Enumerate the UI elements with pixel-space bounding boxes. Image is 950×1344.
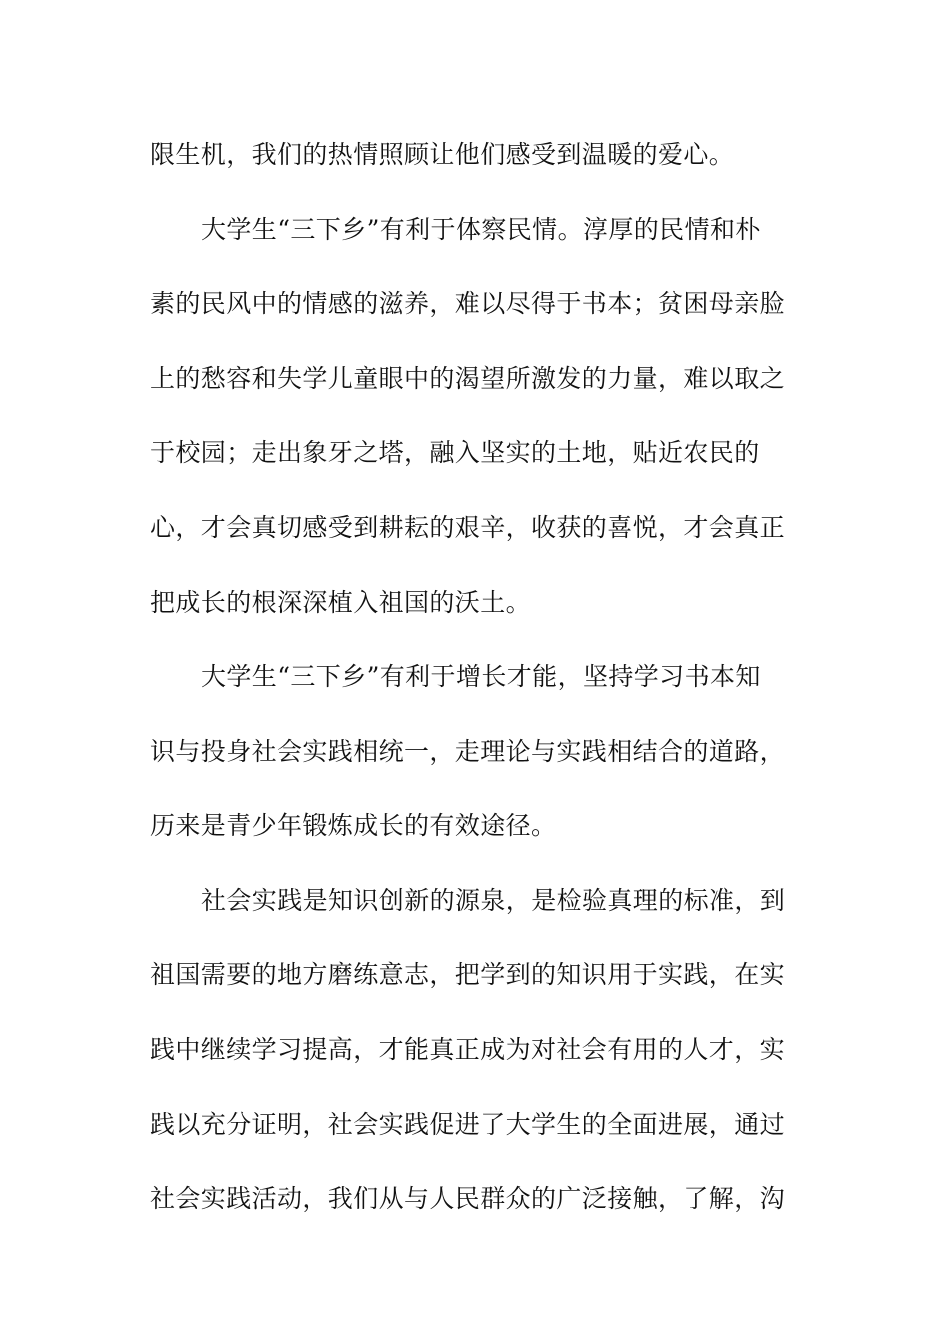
text-line: 践中继续学习提高，才能真正成为对社会有用的人才，实 [150, 1035, 786, 1064]
text-line: 于校园；走出象牙之塔，融入坚实的土地，贴近农民的 [150, 438, 760, 467]
paragraph-start-line: 大学生“三下乡”有利于体察民情。淳厚的民情和朴 [201, 215, 761, 244]
text-line: 限生机，我们的热情照顾让他们感受到温暖的爱心。 [150, 140, 735, 169]
text-line: 识与投身社会实践相统一，走理论与实践相结合的道路， [150, 737, 786, 766]
text-line: 祖国需要的地方磨练意志，把学到的知识用于实践，在实 [150, 960, 786, 989]
paragraph-start-line: 社会实践是知识创新的源泉，是检验真理的标准，到 [201, 886, 786, 915]
text-line: 践以充分证明，社会实践促进了大学生的全面进展，通过 [150, 1110, 786, 1139]
text-line: 上的愁容和失学儿童眼中的渴望所激发的力量，难以取之 [150, 364, 786, 393]
text-line: 素的民风中的情感的滋养，难以尽得于书本；贫困母亲脸 [150, 289, 786, 318]
text-line: 历来是青少年锻炼成长的有效途径。 [150, 811, 557, 840]
text-line: 心，才会真切感受到耕耘的艰辛，收获的喜悦，才会真正 [150, 513, 786, 542]
paragraph-start-line: 大学生“三下乡”有利于增长才能，坚持学习书本知 [201, 662, 761, 691]
text-line: 社会实践活动，我们从与人民群众的广泛接触，了解，沟 [150, 1184, 786, 1213]
text-line: 把成长的根深深植入祖国的沃土。 [150, 588, 532, 617]
